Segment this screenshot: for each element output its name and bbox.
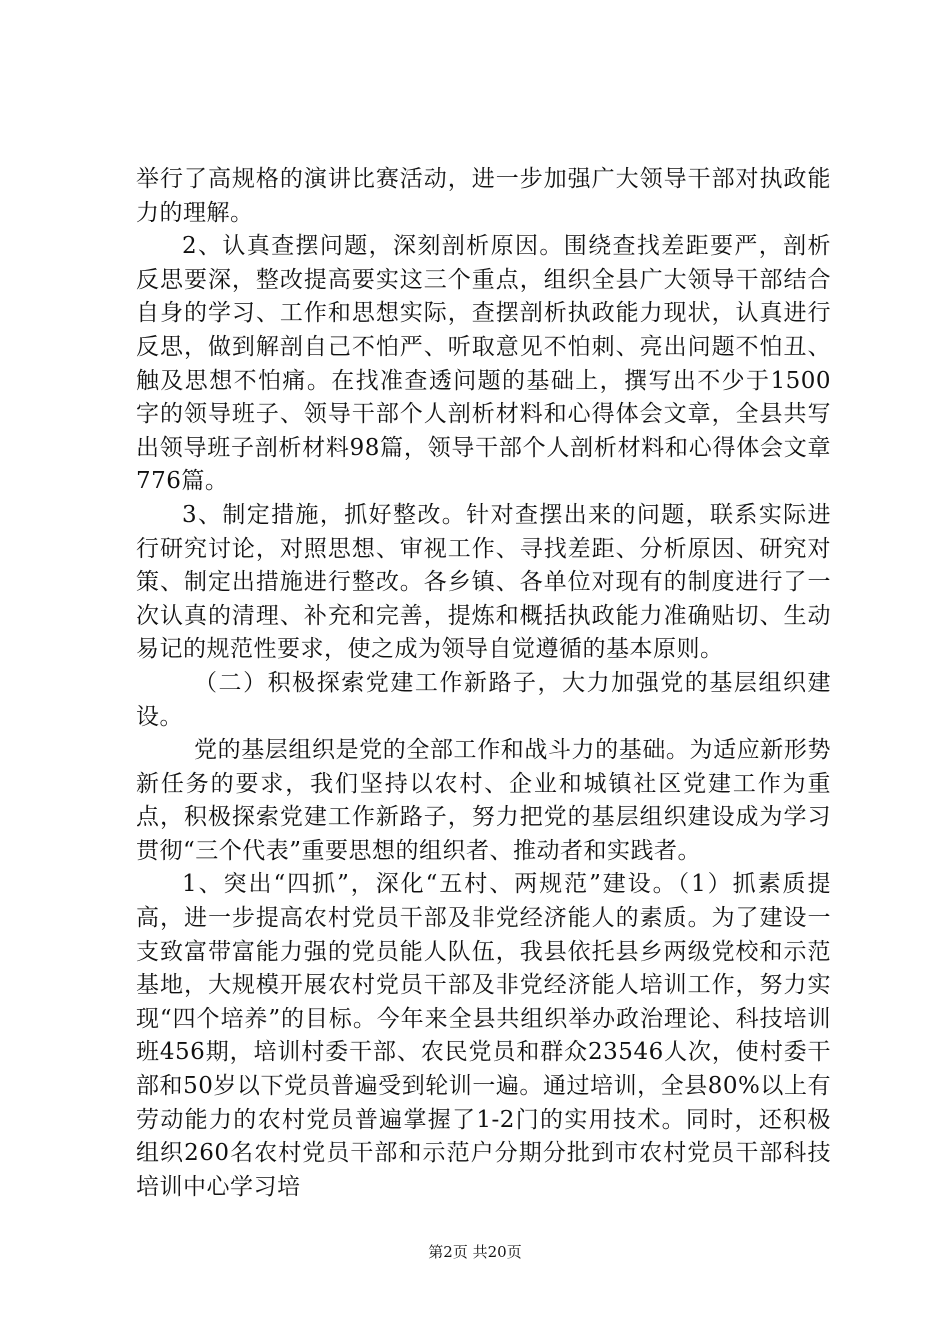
section-heading-2: （二）积极探索党建工作新路子，大力加强党的基层组织建设。 bbox=[136, 669, 831, 730]
page-number-footer: 第2页 共20页 bbox=[428, 1243, 522, 1261]
paragraph-section-intro: 党的基层组织是党的全部工作和战斗力的基础。为适应新形势新任务的要求，我们坚持以农村、企业和城镇社区党建工作为重点，积极探索党建工作新路子，努力把党的基层组织建设成为学习贯彻“三个代表”重要思想的组织者、推动者和实践者。 bbox=[136, 737, 831, 864]
paragraph-item-2: 2、认真查摆问题，深刻剖析原因。围绕查找差距要严，剖析反思要深，整改提高要实这三个重点，组织全县广大领导干部结合自身的学习、工作和思想实际，查摆剖析执政能力现状，认真进行反思，做到解剖自己不怕严、听取意见不怕刺、亮出问题不怕丑、触及思想不怕痛。在找准查透问题的基础上，撰写出不少于1500字的领导班子、领导干部个人剖析材料和心得体会文章，全县共写出领导班子剖析材料98篇，领导干部个人剖析材料和心得体会文章776篇。 bbox=[136, 233, 831, 495]
paragraph-continuation: 举行了高规格的演讲比赛活动，进一步加强广大领导干部对执政能力的理解。 bbox=[136, 166, 831, 226]
document-body bbox=[136, 163, 831, 1204]
paragraph-item-3: 3、制定措施，抓好整改。针对查摆出来的问题，联系实际进行研究讨论，对照思想、审视工作、寻找差距、分析原因、研究对策、制定出措施进行整改。各乡镇、各单位对现有的制度进行了一次认真的清理、补充和完善，提炼和概括执政能力准确贴切、生动易记的规范性要求，使之成为领导自觉遵循的基本原则。 bbox=[136, 501, 831, 663]
paragraph-item-1: 1、突出“四抓”，深化“五村、两规范”建设。（1）抓素质提高，进一步提高农村党员干部及非党经济能人的素质。为了建设一支致富带富能力强的党员能人队伍，我县依托县乡两级党校和示范基地，大规模开展农村党员干部及非党经济能人培训工作，努力实现“四个培养”的目标。今年来全县共组织举办政治理论、科技培训班456期，培训村委干部、农民党员和群众23546人次，使村委干部和50岁以下党员普遍受到轮训一遍。通过培训，全县80%以上有劳动能力的农村党员普遍掌握了1-2门的实用技术。同时，还积极组织260名农村党员干部和示范户分期分批到市农村党员干部科技培训中心学习培 bbox=[136, 871, 831, 1200]
